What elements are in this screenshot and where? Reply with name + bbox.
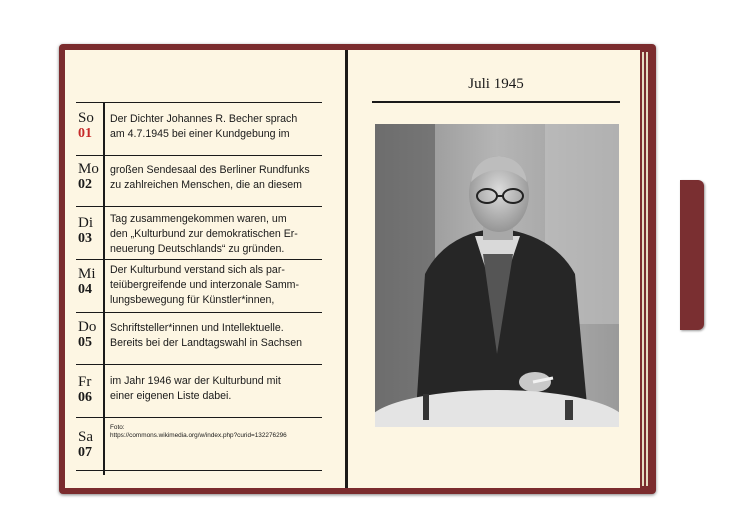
day-text xyxy=(110,263,325,308)
day-label-friday xyxy=(78,374,108,406)
text-line: Der Dichter Johannes R. Becher sprach xyxy=(110,113,298,125)
day-label-thursday xyxy=(78,319,108,351)
day-name: Mo xyxy=(78,161,99,177)
day-name: Di xyxy=(78,215,93,231)
month-title: Juli 1945 xyxy=(468,76,524,92)
day-date: 04 xyxy=(78,282,92,297)
row-divider xyxy=(76,312,322,313)
text-line: Tag zusammengekommen waren, um xyxy=(110,213,287,225)
day-date: 05 xyxy=(78,335,92,350)
day-text xyxy=(110,163,325,193)
page-edge xyxy=(646,52,648,486)
day-text xyxy=(110,112,325,142)
text-line: neuerung Deutschlands“ zu gründen. xyxy=(110,243,285,255)
text-line: lungsbewegung für Künstler*innen, xyxy=(110,294,275,306)
credit-label: Foto: xyxy=(110,424,125,431)
row-divider xyxy=(76,470,322,471)
day-text xyxy=(110,374,325,404)
day-date: 01 xyxy=(78,126,92,141)
text-line: den „Kulturbund zur demokratischen Er- xyxy=(110,228,298,240)
day-name: Do xyxy=(78,319,97,335)
text-line: am 4.7.1945 bei einer Kundgebung im xyxy=(110,128,290,140)
text-line: teiübergreifende und interzonale Samm- xyxy=(110,279,300,291)
row-divider xyxy=(76,417,322,418)
day-text xyxy=(110,321,325,351)
text-line: Bereits bei der Landtagswahl in Sachsen xyxy=(110,337,302,349)
portrait-photo xyxy=(375,124,619,427)
day-name: Mi xyxy=(78,266,96,282)
day-name: Fr xyxy=(78,374,92,390)
text-line: zu zahlreichen Menschen, die an diesem xyxy=(110,179,302,191)
day-label-tuesday xyxy=(78,215,108,247)
text-line: im Jahr 1946 war der Kulturbund mit xyxy=(110,375,281,387)
day-label-saturday xyxy=(78,429,108,461)
page-edge xyxy=(642,52,644,486)
day-date: 06 xyxy=(78,390,92,405)
day-name: So xyxy=(78,110,94,126)
day-label-monday xyxy=(78,161,108,193)
day-text xyxy=(110,212,325,257)
text-line: großen Sendesaal des Berliner Rundfunks xyxy=(110,164,310,176)
credit-url[interactable]: https://commons.wikimedia.org/w/index.php?curid=132276296 xyxy=(110,432,287,439)
text-line: Der Kulturbund verstand sich als par- xyxy=(110,264,285,276)
row-divider xyxy=(76,155,322,156)
book-spine xyxy=(345,50,348,488)
title-underline xyxy=(372,101,620,103)
day-date: 07 xyxy=(78,445,92,460)
row-divider xyxy=(76,259,322,260)
row-divider xyxy=(76,364,322,365)
photo-credit xyxy=(110,424,325,440)
text-line: Schriftsteller*innen und Intellektuelle. xyxy=(110,322,284,334)
day-label-sunday xyxy=(78,110,108,142)
text-line: einer eigenen Liste dabei. xyxy=(110,390,232,402)
day-date: 02 xyxy=(78,177,92,192)
row-divider xyxy=(76,102,322,103)
day-date: 03 xyxy=(78,231,92,246)
bookmark-tab xyxy=(680,180,704,330)
row-divider xyxy=(76,206,322,207)
day-name: Sa xyxy=(78,429,93,445)
day-label-wednesday xyxy=(78,266,108,298)
